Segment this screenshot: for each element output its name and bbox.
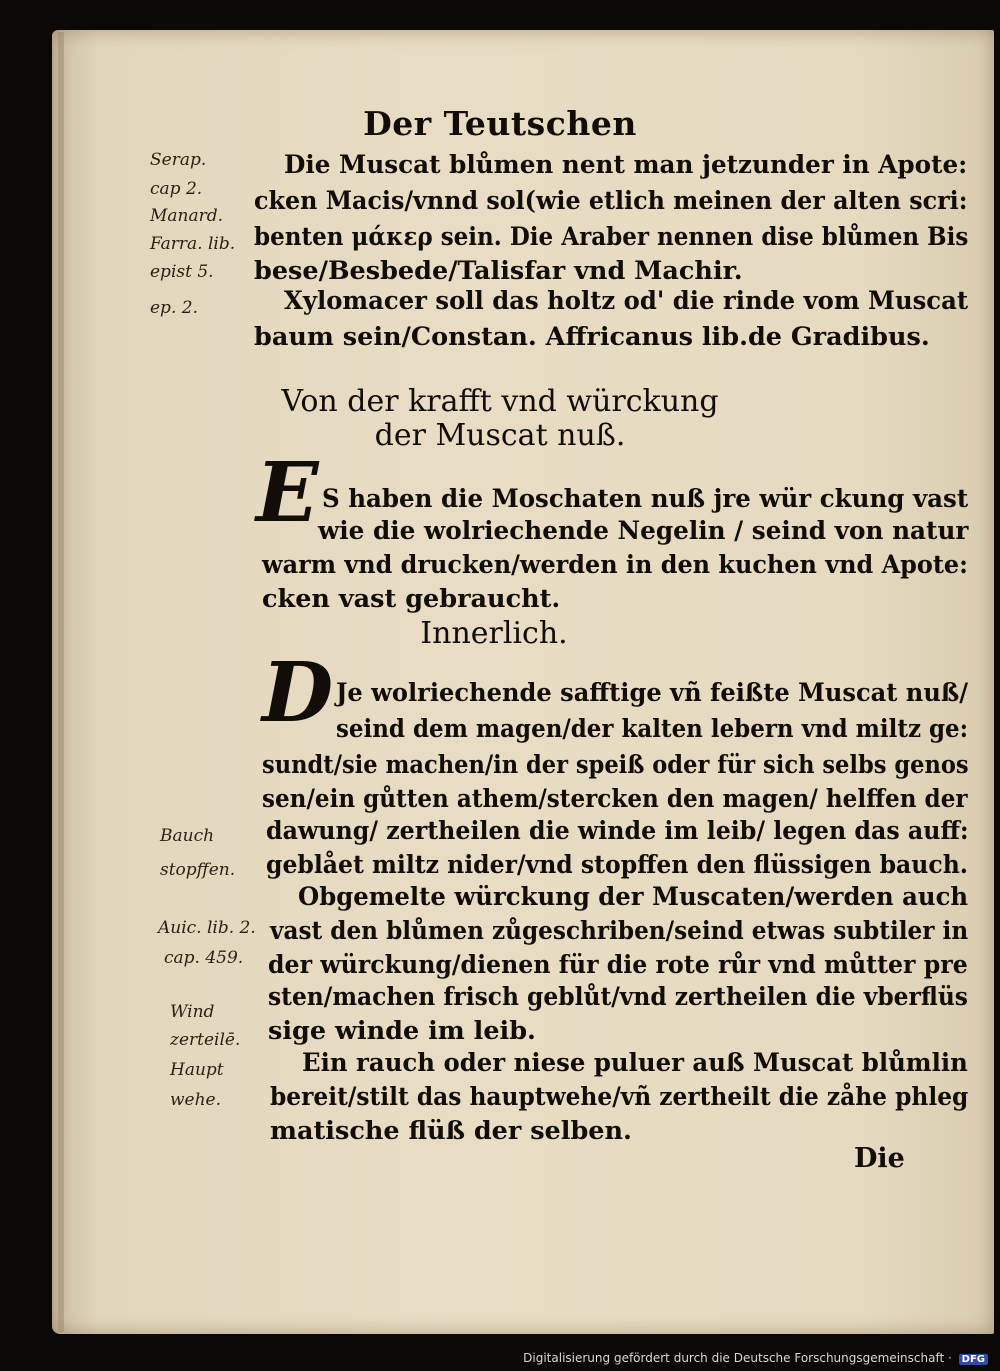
margin-note: ep. 2. — [150, 298, 198, 318]
text-line: Xylomacer soll das holtz od' die rinde vom Muscat — [284, 286, 969, 316]
section-heading: Innerlich. — [420, 616, 568, 651]
text-line: geblået miltz nider/vnd stopffen den flüssigen bauch. — [266, 850, 968, 880]
margin-note: Manard. — [150, 206, 224, 226]
footer-text: Digitalisierung gefördert durch die Deutsche Forschungsgemeinschaft — [523, 1351, 945, 1365]
text-line: sen/ein gůtten athem/stercken den magen/ helffen der — [262, 784, 968, 814]
margin-note: Wind — [170, 1002, 215, 1022]
margin-note: Bauch — [160, 826, 215, 846]
text-line: bereit/stilt das hauptwehe/vñ zertheilt die zåhe phleg — [270, 1082, 969, 1112]
text-line: Die Muscat blůmen nent man jetzunder in Apote: — [284, 150, 968, 180]
text-line: sige winde im leib. — [268, 1016, 536, 1046]
text-line: sundt/sie machen/in der speiß oder für sich selbs genos — [262, 750, 969, 780]
text-line: seind dem magen/der kalten lebern vnd miltz ge: — [336, 714, 969, 744]
text-line: bese/Besbede/Talisfar vnd Machir. — [254, 256, 743, 286]
text-line: benten μάκερ sein. Die Araber nennen dise blůmen Bis — [254, 222, 969, 252]
text-line: matische flüß der selben. — [270, 1116, 632, 1146]
dfg-logo: DFG — [959, 1354, 988, 1365]
text-line: dawung/ zertheilen die winde im leib/ legen das auff: — [266, 816, 969, 846]
margin-note: Auic. lib. 2. — [158, 918, 256, 938]
margin-note: epist 5. — [150, 262, 214, 282]
text-line: warm vnd drucken/werden in den kuchen vnd Apote: — [262, 550, 968, 580]
margin-note: Haupt — [170, 1060, 224, 1080]
text-line: cken Macis/vnnd sol(wie etlich meinen der alten scri: — [254, 186, 968, 216]
text-line: S haben die Moschaten nuß jre wür ckung vast — [322, 484, 969, 514]
drop-capital: D — [262, 645, 334, 741]
margin-note: zerteilē. — [170, 1030, 241, 1050]
margin-note: stopffen. — [160, 860, 236, 880]
text-line: cken vast gebraucht. — [262, 584, 561, 614]
drop-capital: E — [256, 445, 319, 541]
margin-note: wehe. — [170, 1090, 222, 1110]
section-heading: Von der krafft vnd würckung — [281, 384, 719, 419]
footer-credit — [523, 1351, 988, 1365]
footer-separator: · — [948, 1351, 952, 1365]
text-line: baum sein/Constan. Affricanus lib.de Gradibus. — [254, 322, 930, 352]
section-heading: der Muscat nuß. — [374, 418, 626, 453]
margin-note: cap 2. — [150, 179, 203, 199]
margin-note: Farra. lib. — [150, 234, 236, 254]
catchword: Die — [854, 1143, 905, 1174]
text-line: sten/machen frisch geblůt/vnd zertheilen die vberflüs — [268, 982, 968, 1012]
text-line: Obgemelte würckung der Muscaten/werden auch — [298, 882, 969, 912]
text-line: der würckung/dienen für die rote růr vnd můtter pre — [268, 950, 968, 980]
text-line: vast den blůmen zůgeschriben/seind etwas subtiler in — [270, 916, 969, 946]
margin-note: Serap. — [150, 150, 207, 170]
margin-note: cap. 459. — [164, 948, 244, 968]
text-line: wie die wolriechende Negelin / seind von natur — [318, 516, 969, 546]
page-gutter-shadow — [58, 32, 64, 1332]
text-line: Ein rauch oder niese puluer auß Muscat blůmlin — [302, 1048, 968, 1078]
running-head: Der Teutschen — [363, 104, 637, 143]
text-line: Je wolriechende safftige vñ feißte Muscat nuß/ — [336, 678, 969, 708]
